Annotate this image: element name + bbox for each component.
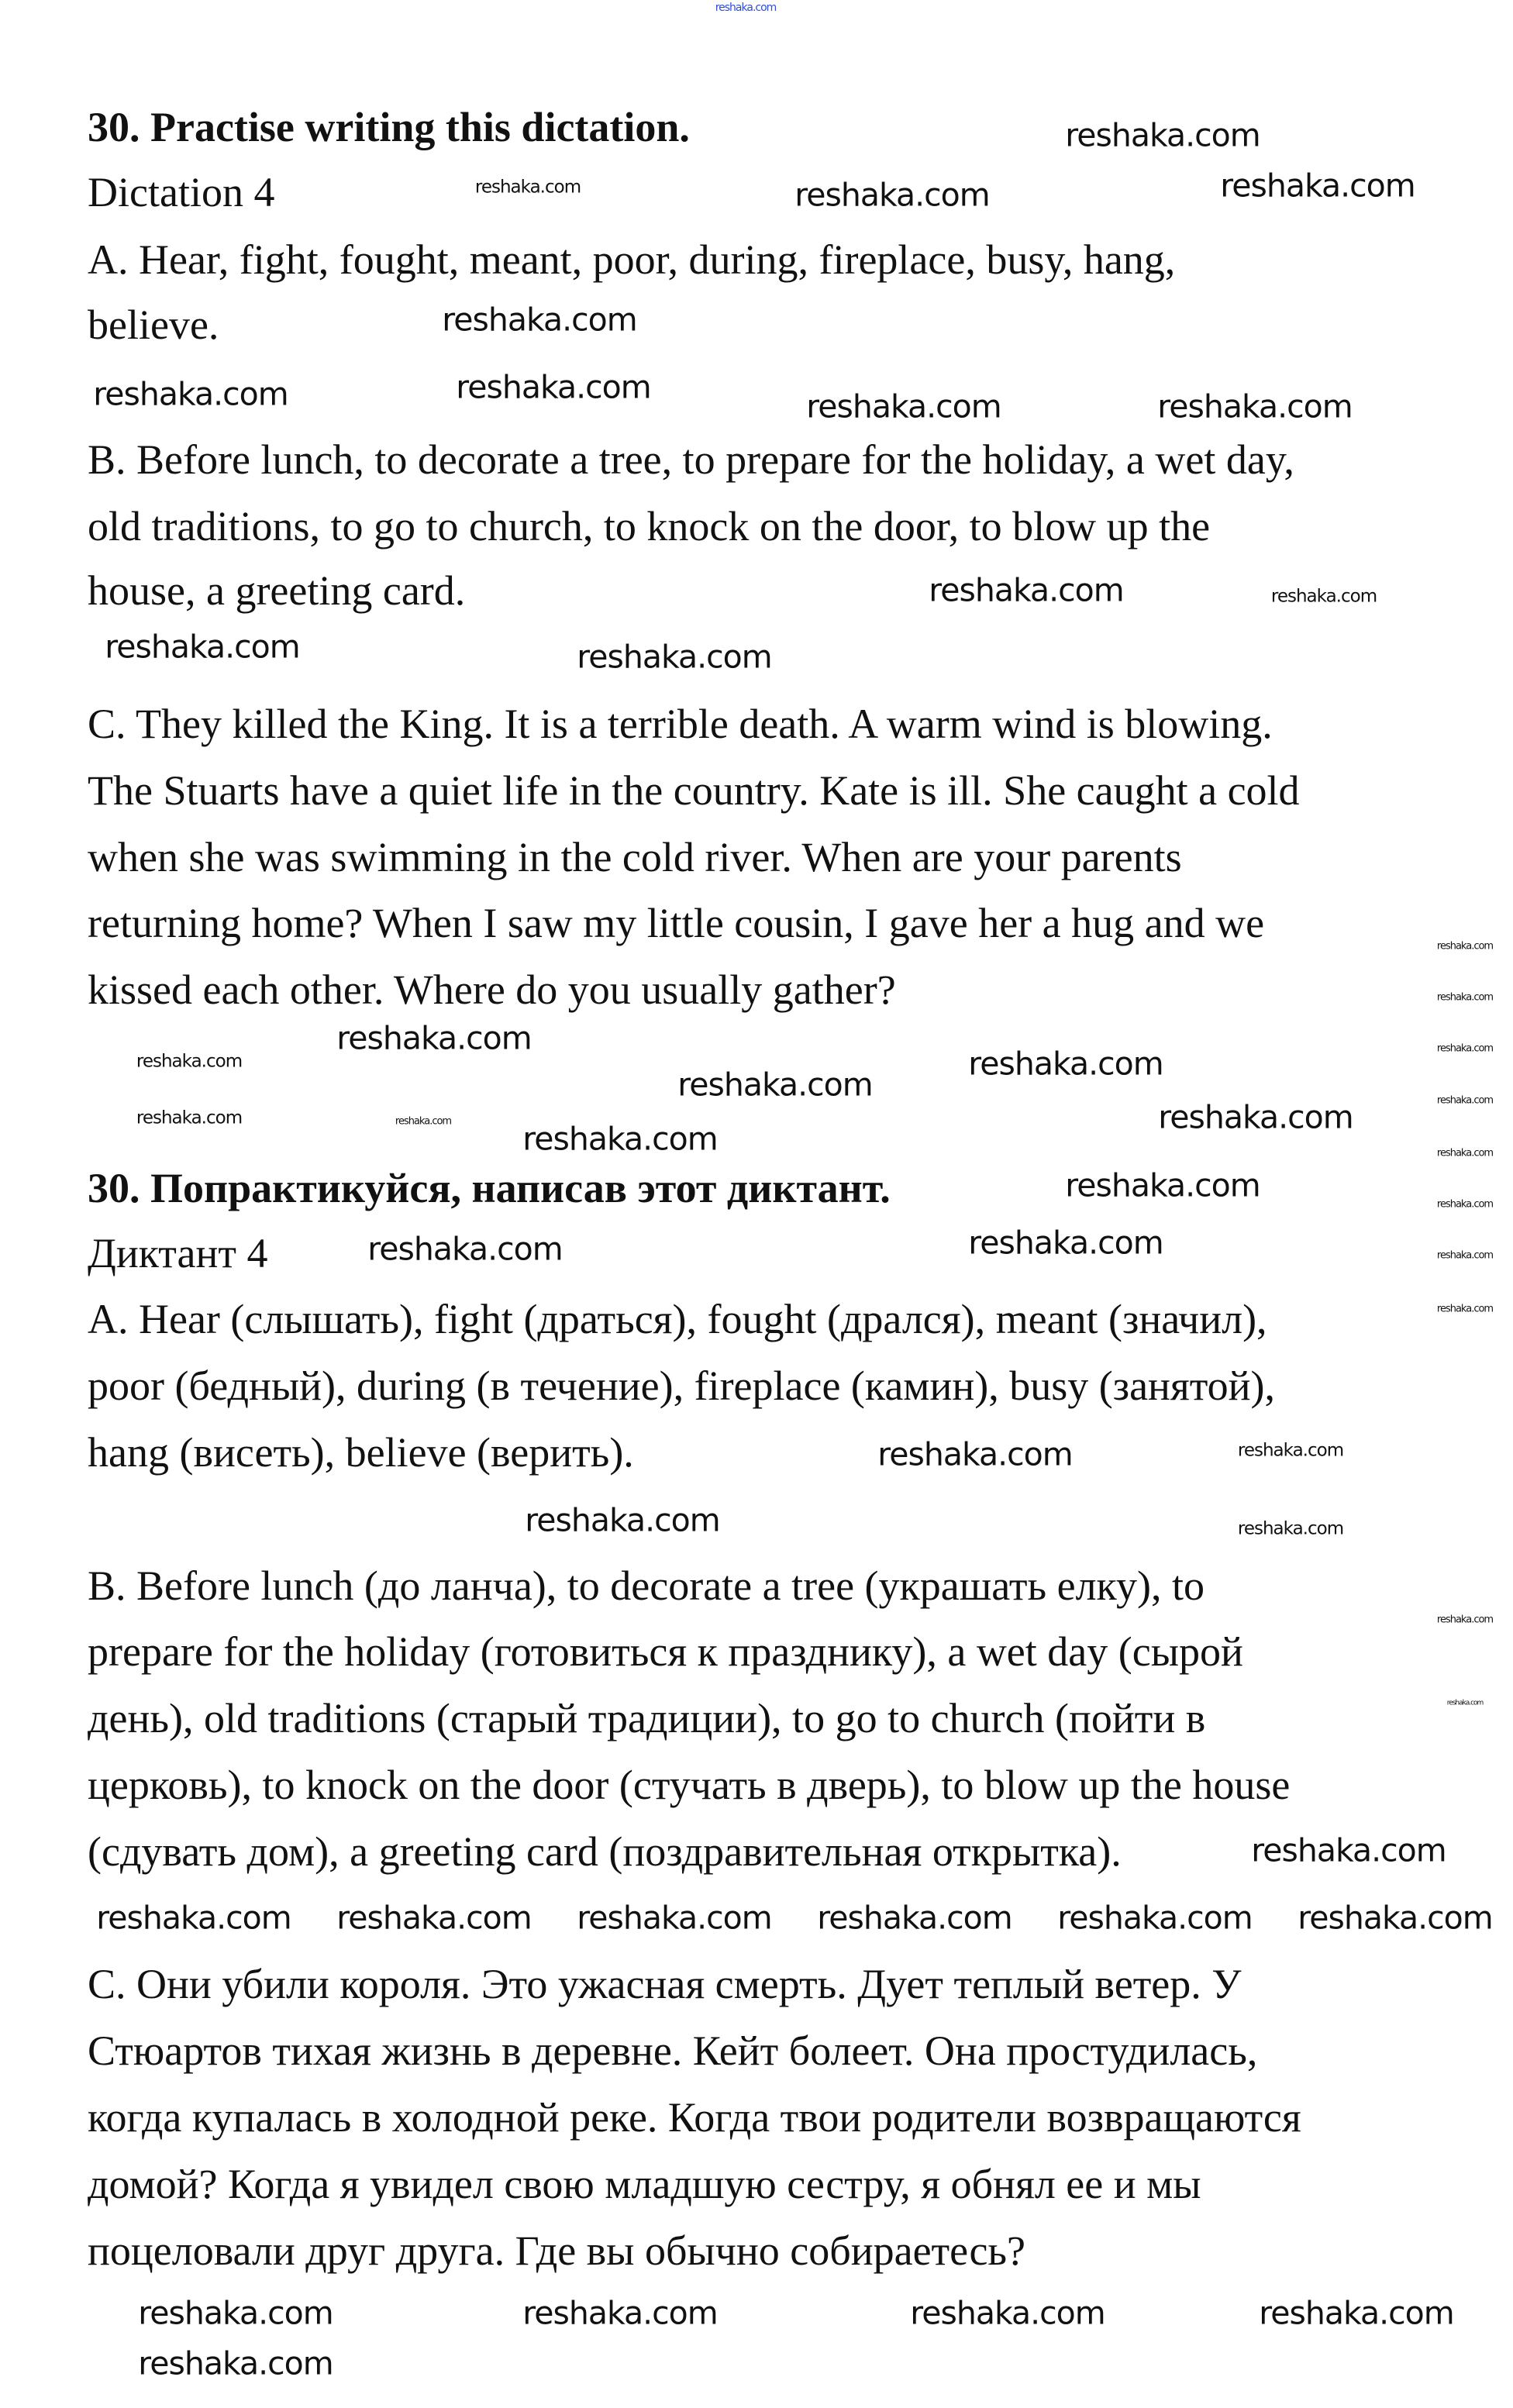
- paragraph-a-line: A. Hear (слышать), fight (драться), fought (дрался), meant (значил),: [88, 1296, 1267, 1342]
- watermark: reshaka.com: [1157, 388, 1353, 425]
- watermark: reshaka.com: [1237, 1440, 1344, 1461]
- watermark: reshaka.com: [136, 1108, 243, 1128]
- watermark: reshaka.com: [1446, 1699, 1484, 1707]
- watermark: reshaka.com: [1436, 1042, 1494, 1055]
- watermark: reshaka.com: [677, 1066, 873, 1104]
- paragraph-c-line: kissed each other. Where do you usually gather?: [88, 966, 896, 1013]
- watermark: reshaka.com: [1436, 1303, 1494, 1315]
- paragraph-c-line: С. Они убили короля. Это ужасная смерть. Дует теплый ветер. У: [88, 1961, 1242, 2007]
- watermark: reshaka.com: [1298, 1899, 1493, 1937]
- dictation-subtitle: Dictation 4: [88, 169, 275, 215]
- watermark: reshaka.com: [136, 1051, 243, 1072]
- paragraph-c-line: Стюартов тихая жизнь в деревне. Кейт болеет. Она простудилась,: [88, 2027, 1258, 2074]
- watermark: reshaka.com: [1436, 1094, 1494, 1107]
- watermark: reshaka.com: [806, 388, 1001, 425]
- watermark: reshaka.com: [1065, 116, 1260, 154]
- paragraph-a-line: poor (бедный), during (в течение), fireplace (камин), busy (занятой),: [88, 1362, 1276, 1409]
- watermark: reshaka.com: [1270, 586, 1377, 607]
- watermark: reshaka.com: [577, 638, 772, 676]
- watermark: reshaka.com: [522, 2294, 718, 2332]
- dictation-subtitle: Диктант 4: [88, 1230, 268, 1276]
- paragraph-c-line: домой? Когда я увидел свою младшую сестру, я обнял ее и мы: [88, 2161, 1201, 2207]
- watermark: reshaka.com: [1436, 940, 1494, 953]
- watermark: reshaka.com: [1436, 1198, 1494, 1211]
- watermark: reshaka.com: [1251, 1831, 1446, 1869]
- watermark: reshaka.com: [336, 1019, 532, 1057]
- watermark: reshaka.com: [1436, 1614, 1494, 1626]
- watermark: reshaka.com: [1436, 1249, 1494, 1262]
- paragraph-c-line: The Stuarts have a quiet life in the country. Kate is ill. She caught a cold: [88, 767, 1300, 814]
- watermark: reshaka.com: [877, 1435, 1073, 1473]
- watermark: reshaka.com: [525, 1501, 720, 1539]
- watermark: reshaka.com: [1057, 1899, 1253, 1937]
- paragraph-c-line: когда купалась в холодной реке. Когда твои родители возвращаются: [88, 2094, 1301, 2141]
- watermark: reshaka.com: [794, 176, 990, 214]
- watermark: reshaka.com: [577, 1899, 772, 1937]
- watermark: reshaka.com: [1436, 1147, 1494, 1159]
- watermark: reshaka.com: [1065, 1166, 1260, 1204]
- watermark: reshaka.com: [1220, 167, 1415, 205]
- exercise-title: 30. Practise writing this dictation.: [88, 104, 690, 150]
- watermark: reshaka.com: [138, 2294, 333, 2332]
- watermark: reshaka.com: [1158, 1098, 1353, 1136]
- watermark: reshaka.com: [910, 2294, 1105, 2332]
- paragraph-a-line: believe.: [88, 301, 219, 348]
- watermark: reshaka.com: [336, 1899, 532, 1937]
- watermark: reshaka.com: [522, 1120, 718, 1158]
- watermark: reshaka.com: [968, 1224, 1163, 1262]
- watermark: reshaka.com: [817, 1899, 1012, 1937]
- paragraph-c-line: поцеловали друг друга. Где вы обычно собираетесь?: [88, 2227, 1026, 2274]
- watermark: reshaka.com: [105, 628, 300, 666]
- paragraph-c-line: when she was swimming in the cold river. When are your parents: [88, 834, 1182, 880]
- watermark: reshaka.com: [1259, 2294, 1454, 2332]
- watermark: reshaka.com: [715, 2, 777, 14]
- exercise-title: 30. Попрактикуйся, написав этот диктант.: [88, 1165, 891, 1211]
- watermark: reshaka.com: [929, 571, 1124, 609]
- paragraph-b-line: B. Before lunch (до ланча), to decorate a tree (украшать елку), to: [88, 1562, 1205, 1609]
- watermark: reshaka.com: [1436, 991, 1494, 1004]
- paragraph-b-line: old traditions, to go to church, to knock on the door, to blow up the: [88, 503, 1211, 549]
- paragraph-c-line: returning home? When I saw my little cousin, I gave her a hug and we: [88, 900, 1265, 946]
- paragraph-a-line: hang (висеть), believe (верить).: [88, 1429, 634, 1476]
- paragraph-c-line: C. They killed the King. It is a terrible death. A warm wind is blowing.: [88, 701, 1273, 747]
- paragraph-b-line: prepare for the holiday (готовиться к празднику), a wet day (сырой: [88, 1628, 1243, 1675]
- watermark: reshaka.com: [474, 177, 581, 198]
- watermark: reshaka.com: [93, 375, 288, 413]
- watermark: reshaka.com: [367, 1230, 563, 1268]
- watermark: reshaka.com: [968, 1045, 1163, 1083]
- paragraph-b-line: house, a greeting card.: [88, 567, 466, 614]
- watermark: reshaka.com: [1237, 1518, 1344, 1539]
- watermark: reshaka.com: [138, 2344, 333, 2382]
- paragraph-b-line: день), old traditions (старый традиции), to go to church (пойти в: [88, 1695, 1206, 1741]
- paragraph-b-line: (сдувать дом), a greeting card (поздравительная открытка).: [88, 1828, 1122, 1875]
- paragraph-b-line: B. Before lunch, to decorate a tree, to prepare for the holiday, a wet day,: [88, 436, 1294, 483]
- watermark: reshaka.com: [456, 368, 651, 406]
- paragraph-b-line: церковь), to knock on the door (стучать в дверь), to blow up the house: [88, 1762, 1291, 1808]
- paragraph-a-line: A. Hear, fight, fought, meant, poor, during, fireplace, busy, hang,: [88, 236, 1176, 283]
- watermark: reshaka.com: [96, 1899, 291, 1937]
- watermark: reshaka.com: [395, 1115, 452, 1128]
- watermark: reshaka.com: [442, 301, 637, 339]
